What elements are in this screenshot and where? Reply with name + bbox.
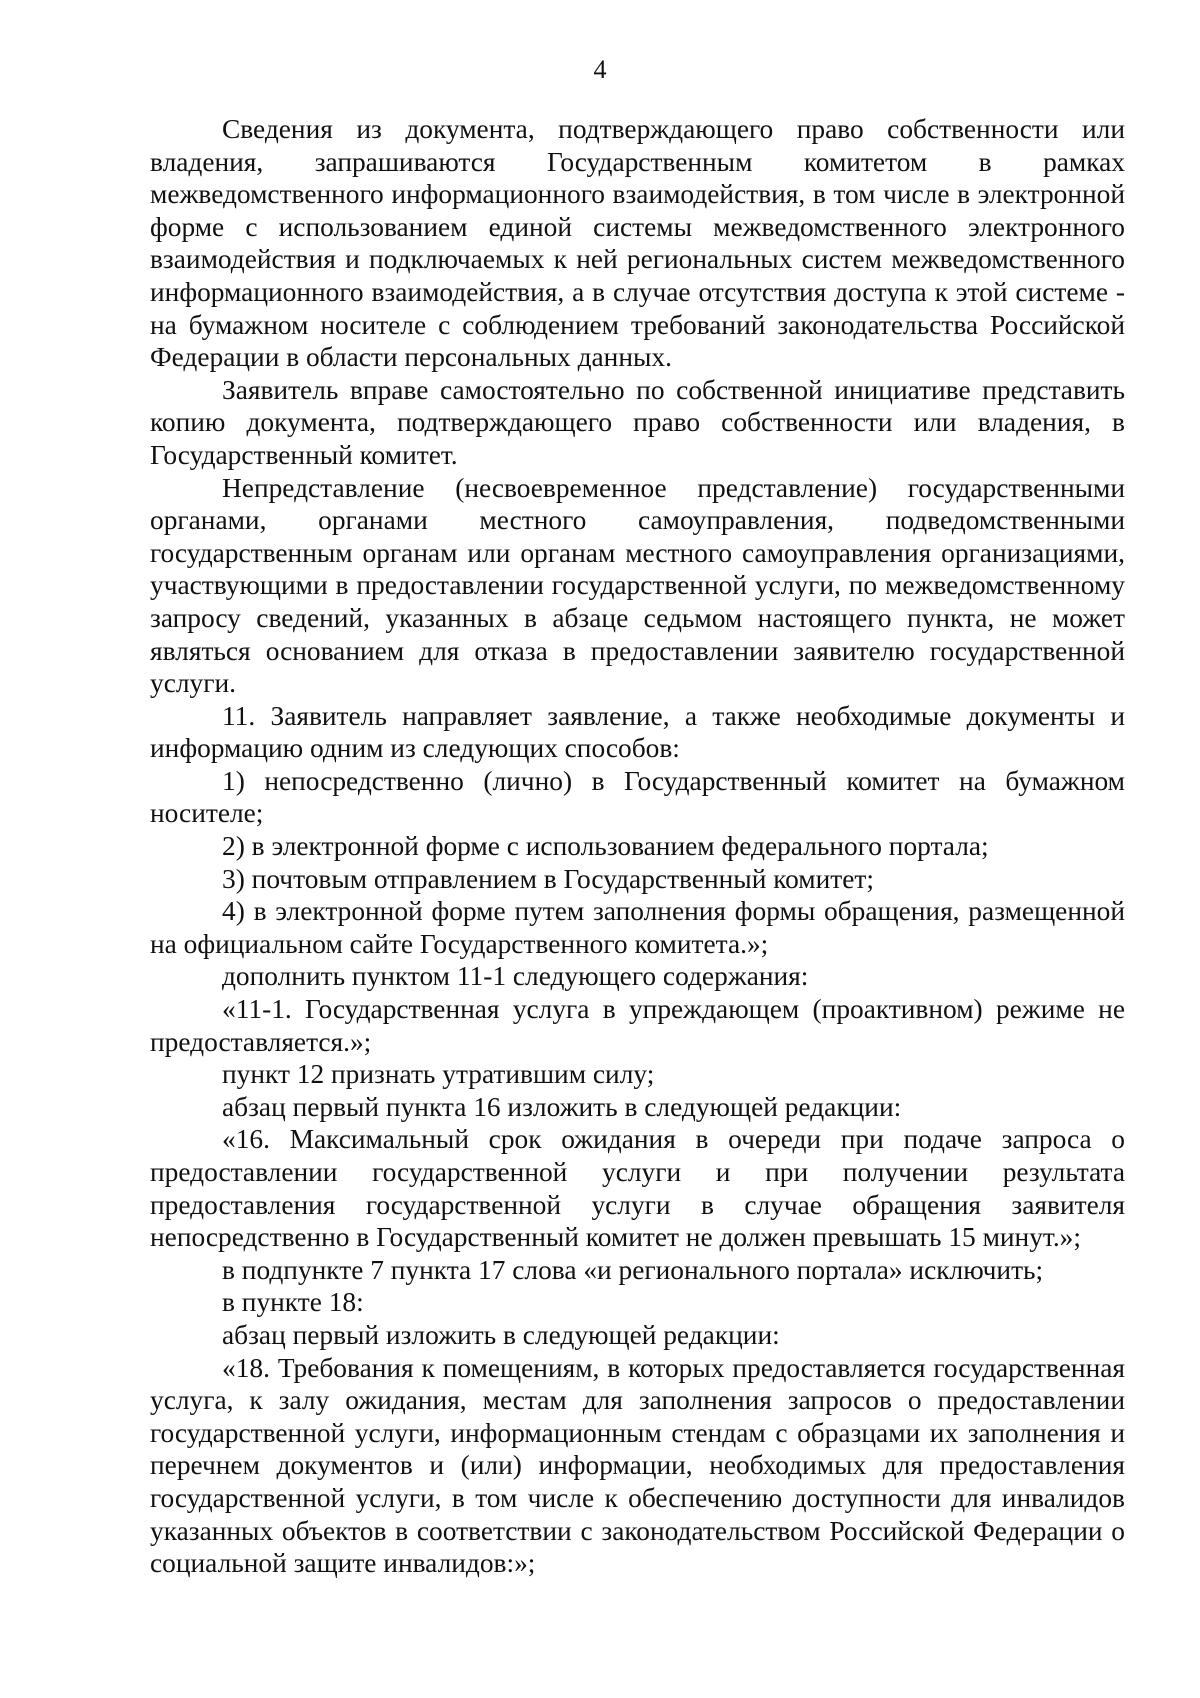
- paragraph-item-11-1: «11-1. Государственная услуга в упреждающем (проактивном) режиме не предоставляется.»;: [150, 994, 1125, 1057]
- paragraph-item-12-void: пункт 12 признать утратившим силу;: [222, 1059, 655, 1090]
- list-item-4: 4) в электронной форме путем заполнения формы обращения, размещенной на официальном сайте Государственного комитета.»;: [150, 896, 1125, 959]
- paragraph-add-item-11-1: дополнить пунктом 11-1 следующего содержания:: [222, 961, 809, 992]
- list-item-1: 1) непосредственно (лично) в Государственный комитет на бумажном носителе;: [150, 765, 1125, 829]
- paragraph-non-submission: Непредставление (несвоевременное представление) государственными органами, органами местного самоуправления, подведомственными государственным органам или органам местного самоуправления организациями, участвующими в предоставлении государственной услуги, по межведомственному запросу сведений, указанных в абзаце седьмом настоящего пункта, не может являться основанием для отказа в предоставлении заявителю государственной услуги.: [150, 472, 1125, 699]
- page-number: 4: [593, 55, 607, 84]
- list-item-2: 2) в электронной форме с использованием федерального портала;: [222, 831, 989, 862]
- paragraph-item-11: 11. Заявитель направляет заявление, а также необходимые документы и информацию одним из следующих способов:: [150, 700, 1125, 764]
- paragraph-item-18-intro: в пункте 18:: [222, 1287, 364, 1318]
- paragraph-item-18-edit: абзац первый изложить в следующей редакции:: [222, 1319, 780, 1350]
- paragraph-item-16-edit: абзац первый пункта 16 изложить в следующей редакции:: [222, 1091, 902, 1122]
- paragraph-ownership-info-request: Сведения из документа, подтверждающего право собственности или владения, запрашиваются Государственным комитетом в рамках межведомственного информационного взаимодействия, в том числе в электронной форме с использованием единой системы межведомственного электронного взаимодействия и подключаемых к ней региональных систем межведомственного информационного взаимодействия, а в случае отсутствия доступа к этой системе - на бумажном носителе с соблюдением требований законодательства Российской Федерации в области персональных данных.: [150, 114, 1125, 373]
- paragraph-applicant-right: Заявитель вправе самостоятельно по собственной инициативе представить копию документа, подтверждающего право собственности или владения, в Государственный комитет.: [150, 374, 1125, 470]
- paragraph-item-16: «16. Максимальный срок ожидания в очереди при подаче запроса о предоставлении государственной услуги и при получении результата предоставления государственной услуги в случае обращения заявителя непосредственно в Государственный комитет не должен превышать 15 минут.»;: [150, 1124, 1125, 1253]
- document-body: [150, 113, 1125, 1580]
- list-item-3: 3) почтовым отправлением в Государственный комитет;: [222, 863, 874, 894]
- paragraph-item-18: «18. Требования к помещениям, в которых предоставляется государственная услуга, к залу ожидания, местам для заполнения запросов о предоставлении государственной услуги, информационным стендам с образцами их заполнения и перечнем документов и (или) информации, необходимых для предоставления государственной услуги, в том числе к обеспечению доступности для инвалидов указанных объектов в соответствии с законодательством Российской Федерации о социальной защите инвалидов:»;: [150, 1352, 1125, 1579]
- paragraph-item-17-edit: в подпункте 7 пункта 17 слова «и регионального портала» исключить;: [222, 1254, 1044, 1285]
